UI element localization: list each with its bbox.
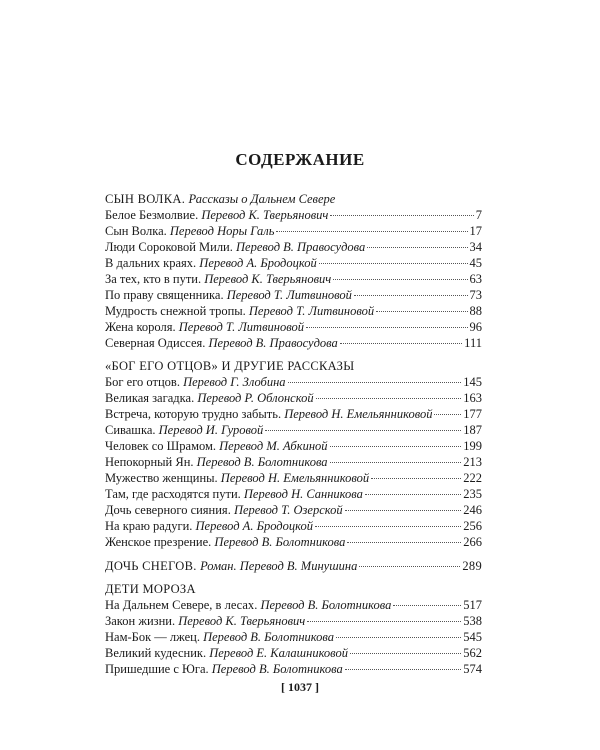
entry-title: Сивашка [105, 423, 153, 437]
dot-leader [315, 526, 461, 527]
dot-leader [354, 295, 468, 296]
section-title: СЫН ВОЛКА. Рассказы о Дальнем Севере [105, 192, 336, 206]
entry-translator: Перевод Н. Санникова [243, 487, 363, 501]
entry-page: 111 [464, 336, 482, 350]
entry-title: Белое Безмолвие [105, 208, 196, 222]
entry-title: Закон жизни [105, 614, 172, 628]
toc-entry[interactable]: Пришедшие с Юга . Перевод В. Болотникова 574 [105, 662, 482, 676]
dot-leader [376, 311, 467, 312]
entry-title: Сын Волка [105, 224, 164, 238]
entry-page: 34 [469, 240, 482, 254]
entry-title: В дальних краях [105, 256, 194, 270]
entry-page: 538 [463, 614, 482, 628]
dot-leader [434, 414, 461, 415]
entry-title: Жена короля [105, 320, 173, 334]
page-title: СОДЕРЖАНИЕ [235, 150, 365, 169]
entry-translator: Перевод А. Бродоцкой [199, 256, 317, 270]
entry-page: 545 [463, 630, 482, 644]
section-title-text: ДЕТИ МОРОЗА [105, 582, 196, 596]
section-title-text: «БОГ ЕГО ОТЦОВ» И ДРУГИЕ РАССКАЗЫ [105, 359, 355, 373]
entry-title: Нам-Бок — лжец [105, 630, 197, 644]
entry-translator: Перевод Е. Калашниковой [209, 646, 348, 660]
entry-translator: Перевод Т. Литвиновой [178, 320, 304, 334]
entry-translator: Перевод И. Гуровой [158, 423, 264, 437]
section-title [105, 358, 482, 374]
dot-leader [365, 494, 461, 495]
entry-page: 45 [469, 256, 482, 270]
entry-title: Там, где расходятся пути [105, 487, 238, 501]
entry-translator: Перевод В. Болотникова [203, 630, 335, 644]
entry-title: На Дальнем Севере, в лесах [105, 598, 255, 612]
section-subtitle: Рассказы о Дальнем Севере [188, 192, 336, 206]
dot-leader [330, 215, 473, 216]
toc-entry[interactable]: Великий кудесник . Перевод Е. Калашниковой 562 [105, 646, 482, 660]
entry-title: На краю радуги [105, 519, 190, 533]
entry-translator: Перевод Т. Литвиновой [226, 288, 352, 302]
dot-leader [330, 462, 462, 463]
entry-page: 163 [463, 391, 482, 405]
toc-entry[interactable]: Великая загадка . Перевод Р. Облонской 163 [105, 391, 482, 405]
entry-page: 289 [462, 559, 482, 573]
toc-entry[interactable]: Северная Одиссея . Перевод В. Правосудова 111 [105, 336, 482, 350]
entry-page: 235 [463, 487, 482, 501]
entry-page: 222 [463, 471, 482, 485]
entry-page: 177 [463, 407, 482, 421]
dot-leader [359, 566, 460, 567]
entry-title: Дочь северного сияния [105, 503, 228, 517]
entry-title: Мудрость снежной тропы [105, 304, 243, 318]
entry-translator: Перевод К. Тверьянович [178, 614, 306, 628]
entry-page: 63 [469, 272, 482, 286]
entry-translator: Перевод К. Тверьянович [204, 272, 332, 286]
dot-leader [333, 279, 467, 280]
entry-translator: Перевод Норы Галь [169, 224, 275, 238]
toc-entry[interactable]: Человек со Шрамом . Перевод М. Абкиной 199 [105, 439, 482, 453]
toc-entry[interactable]: Сивашка . Перевод И. Гуровой 187 [105, 423, 482, 437]
entry-page: 213 [463, 455, 482, 469]
entry-translator: Перевод В. Болотникова [214, 535, 346, 549]
dot-leader [330, 446, 462, 447]
entry-title: Встреча, которую трудно забыть [105, 407, 278, 421]
section-title-text: ДОЧЬ СНЕГОВ [105, 559, 194, 573]
page-number: [ 1037 ] [281, 680, 319, 694]
entry-title: Бог его отцов [105, 375, 177, 389]
toc-entry[interactable]: Сын Волка . Перевод Норы Галь 17 [105, 224, 482, 238]
entry-translator: Перевод Т. Озерской [233, 503, 343, 517]
dot-leader [340, 343, 462, 344]
entry-translator: Перевод Т. Литвиновой [248, 304, 375, 318]
entry-translator: Перевод А. Бродоцкой [195, 519, 313, 533]
dot-leader [367, 247, 467, 248]
entry-page: 7 [475, 208, 482, 222]
section-detail: Роман. Перевод В. Минушина [200, 559, 358, 573]
entry-page: 73 [469, 288, 482, 302]
entry-page: 145 [463, 375, 482, 389]
entry-title: Великий кудесник [105, 646, 203, 660]
entry-page: 256 [463, 519, 482, 533]
entry-page: 17 [469, 224, 482, 238]
toc-entry[interactable]: На краю радуги . Перевод А. Бродоцкой 256 [105, 519, 482, 533]
toc-entry[interactable]: Жена короля . Перевод Т. Литвиновой 96 [105, 320, 482, 334]
toc-entry[interactable]: В дальних краях . Перевод А. Бродоцкой 45 [105, 256, 482, 270]
entry-translator: Перевод Г. Злобина [183, 375, 286, 389]
entry-title: Человек со Шрамом [105, 439, 213, 453]
section-title-text: СЫН ВОЛКА [105, 192, 182, 206]
dot-leader [288, 382, 462, 383]
entry-title: Великая загадка [105, 391, 192, 405]
entry-translator: Перевод Р. Облонской [197, 391, 314, 405]
toc-entry[interactable]: Нам-Бок — лжец . Перевод В. Болотникова 545 [105, 630, 482, 644]
entry-title: Мужество женщины [105, 471, 215, 485]
toc-entry[interactable]: Там, где расходятся пути . Перевод Н. Санникова 235 [105, 487, 482, 501]
dot-leader [316, 398, 462, 399]
entry-page: 246 [463, 503, 482, 517]
dot-leader [371, 478, 461, 479]
entry-page: 574 [463, 662, 482, 676]
toc-entry[interactable]: Дочь северного сияния . Перевод Т. Озерской 246 [105, 503, 482, 517]
dot-leader [276, 231, 467, 232]
toc-entry[interactable]: Мужество женщины . Перевод Н. Емельянниковой 222 [105, 471, 482, 485]
entry-title: По праву священника [105, 288, 221, 302]
dot-leader [306, 327, 468, 328]
entry-translator: Перевод В. Правосудова [236, 240, 366, 254]
dot-leader [350, 653, 461, 654]
entry-page: 88 [469, 304, 482, 318]
toc-entry[interactable]: По праву священника . Перевод Т. Литвиновой 73 [105, 288, 482, 302]
toc-entry[interactable]: Белое Безмолвие . Перевод К. Тверьянович 7 [105, 208, 482, 222]
entry-page: 96 [469, 320, 482, 334]
entry-translator: Перевод В. Болотникова [196, 455, 328, 469]
dot-leader [345, 669, 462, 670]
entry-page: 199 [463, 439, 482, 453]
toc-entry[interactable]: За тех, кто в пути . Перевод К. Тверьянович 63 [105, 272, 482, 286]
entry-title: Люди Сороковой Мили [105, 240, 230, 254]
toc-entry[interactable]: Закон жизни . Перевод К. Тверьянович 538 [105, 614, 482, 628]
dot-leader [307, 621, 461, 622]
dot-leader [393, 605, 461, 606]
toc-entry[interactable]: Непокорный Ян . Перевод В. Болотникова 213 [105, 455, 482, 469]
dot-leader [336, 637, 461, 638]
entry-translator: Перевод В. Болотникова [260, 598, 392, 612]
entry-translator: Перевод Н. Емельянниковой [220, 471, 370, 485]
entry-translator: Перевод В. Болотникова [211, 662, 343, 676]
toc-entry[interactable]: На Дальнем Севере, в лесах . Перевод В. Болотникова 517 [105, 598, 482, 612]
entry-page: 187 [463, 423, 482, 437]
entry-title: Непокорный Ян [105, 455, 191, 469]
entry-page: 562 [463, 646, 482, 660]
entry-title: Северная Одиссея [105, 336, 203, 350]
entry-page: 517 [463, 598, 482, 612]
entry-title: Пришедшие с Юга [105, 662, 206, 676]
toc-entry[interactable]: Встреча, которую трудно забыть . Перевод Н. Емельянниковой 177 [105, 407, 482, 421]
toc-entry[interactable]: Люди Сороковой Мили . Перевод В. Правосудова 34 [105, 240, 482, 254]
dot-leader [347, 542, 461, 543]
dot-leader [265, 430, 461, 431]
entry-translator: Перевод К. Тверьянович [201, 208, 329, 222]
dot-leader [319, 263, 468, 264]
entry-translator: Перевод В. Правосудова [208, 336, 338, 350]
toc-entry[interactable]: Женское презрение . Перевод В. Болотникова 266 [105, 535, 482, 549]
section-title [105, 581, 482, 597]
toc-entry[interactable]: Бог его отцов . Перевод Г. Злобина 145 [105, 375, 482, 389]
entry-page: 266 [463, 535, 482, 549]
entry-title: За тех, кто в пути [105, 272, 198, 286]
entry-title: Женское презрение [105, 535, 209, 549]
entry-translator: Перевод М. Абкиной [219, 439, 328, 453]
toc-entry[interactable]: ДОЧЬ СНЕГОВ . Роман. Перевод В. Минушина 289 [105, 559, 482, 573]
dot-leader [345, 510, 462, 511]
toc-entry[interactable]: Мудрость снежной тропы . Перевод Т. Литвиновой 88 [105, 304, 482, 318]
entry-translator: Перевод Н. Емельянниковой [284, 407, 433, 421]
